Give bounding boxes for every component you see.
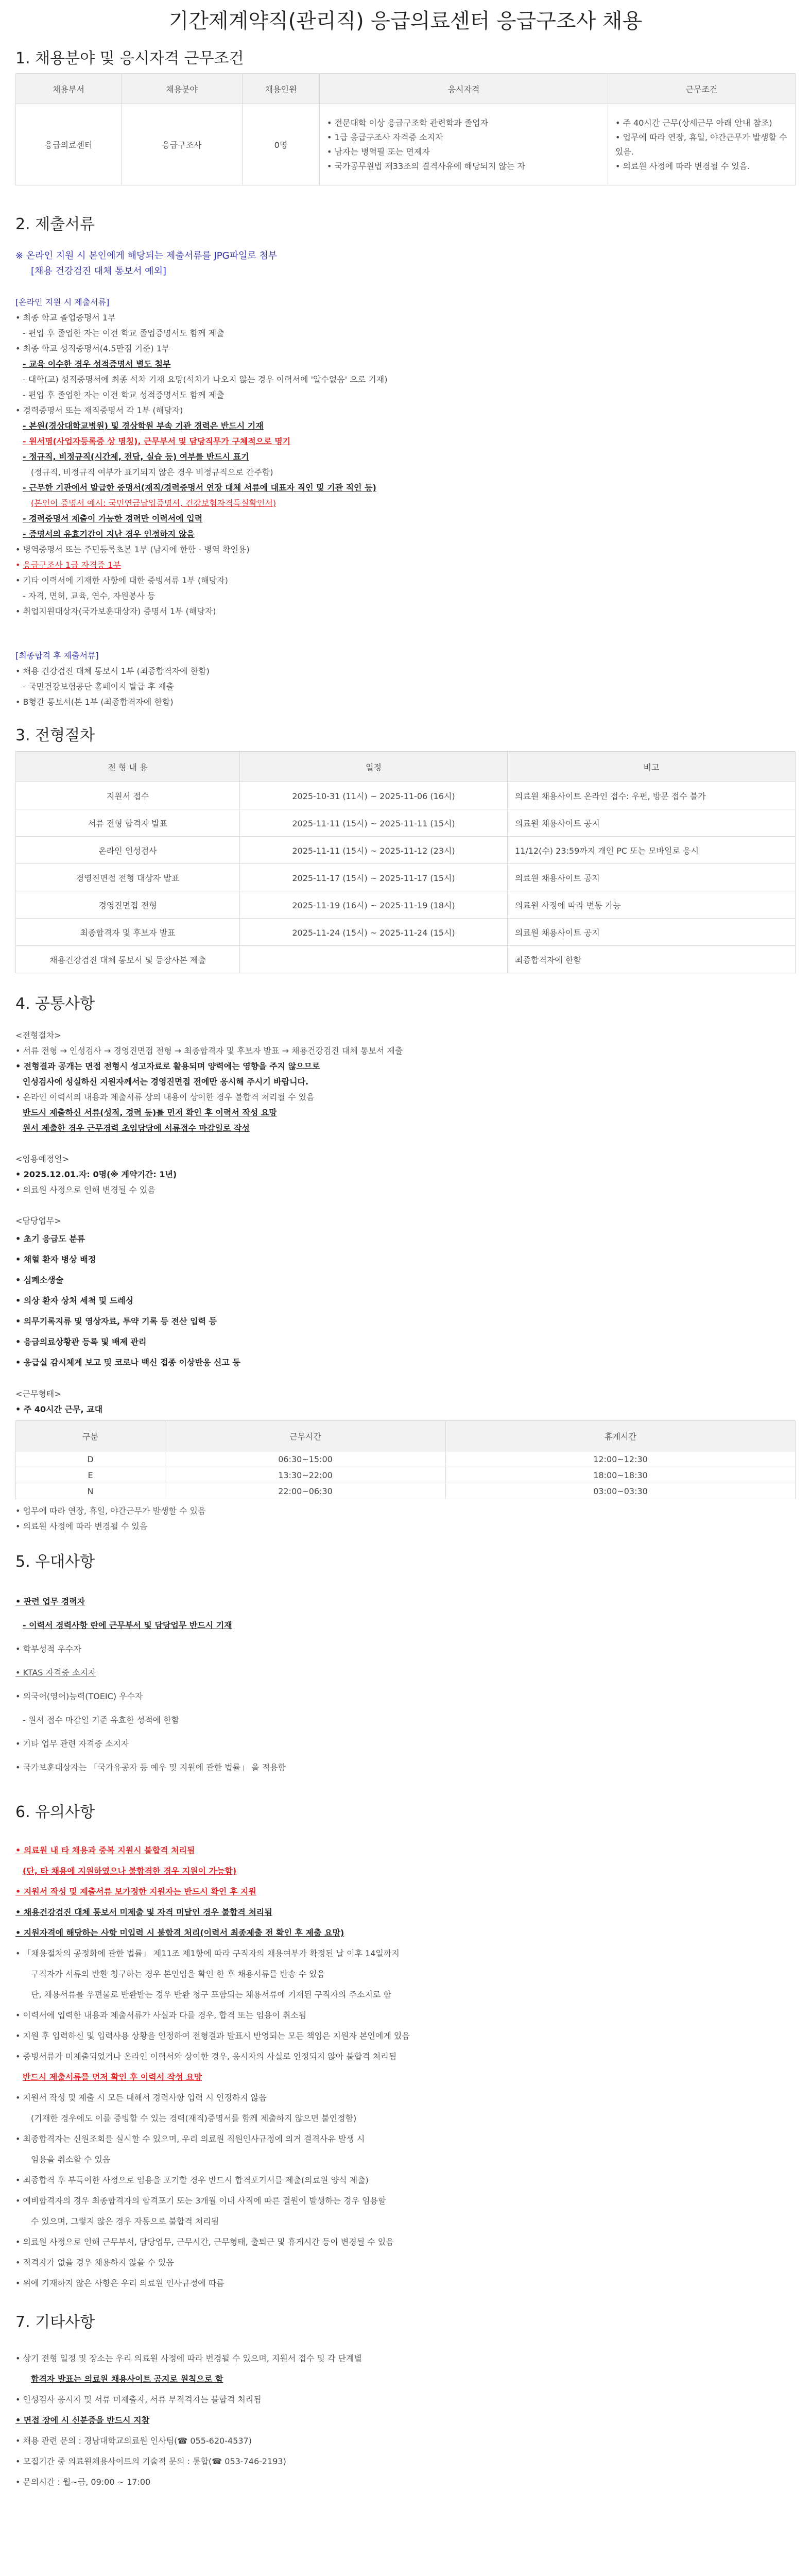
list-item: (기재한 경우에도 이를 증빙할 수 있는 경력(재직)증명서를 함께 제출하지 않으면 불인정함) xyxy=(31,2113,357,2123)
list-item: • 의료원 사정으로 인해 변경될 수 있음 xyxy=(15,1185,156,1195)
step-cell: 온라인 인성검사 xyxy=(16,837,240,864)
list-item: 반드시 제출하신 서류(성적, 경력 등)를 먼저 확인 후 이력서 작성 요망 xyxy=(23,1108,277,1117)
list-item: - 이력서 경력사항 란에 근무부서 및 담당업무 반드시 기재 xyxy=(23,1620,232,1630)
subheading: <근무형태> xyxy=(15,1389,61,1399)
list-item: • 학부성적 우수자 xyxy=(15,1644,81,1654)
section-recruit-field xyxy=(15,48,796,185)
date-cell: 2025-11-17 (15시) ~ 2025-11-17 (15시) xyxy=(240,864,508,891)
field-cell: 응급구조사 xyxy=(122,104,243,185)
list-item: • 최종 학교 졸업증명서 1부 xyxy=(15,313,116,323)
list-item: • 최종합격자는 신원조회를 실시할 수 있으며, 우리 의료원 직원인사규정에 의거 결격사유 발생 시 xyxy=(15,2134,365,2144)
list-item: • 적격자가 없을 경우 채용하지 않을 수 있음 xyxy=(15,2258,174,2267)
shift-time-cell: 22:00~06:30 xyxy=(165,1483,446,1499)
section-title: 2. 제출서류 xyxy=(15,215,95,233)
step-cell: 경영진면접 전형 대상자 발표 xyxy=(16,864,240,891)
list-item: (정규직, 비정규직 여부가 표기되지 않은 경우 비정규직으로 간주함) xyxy=(31,467,273,477)
list-item: • 응급의료상황관 등록 및 배제 관리 xyxy=(15,1337,147,1347)
list-item: • KTAS 자격증 소지자 xyxy=(15,1668,96,1677)
section-title: 5. 우대사항 xyxy=(15,1553,95,1571)
list-item: • 의무기록지류 및 영상자료, 투약 기록 등 전산 입력 등 xyxy=(15,1316,217,1326)
table-header-row xyxy=(16,74,796,104)
column-header: 채용인원 xyxy=(243,74,320,104)
list-item: • 채혈 환자 병상 배정 xyxy=(15,1255,96,1264)
note-cell: 의료원 채용사이트 공지 xyxy=(508,864,796,891)
column-header: 응시자격 xyxy=(320,74,608,104)
list-item: - 원서명(사업자등록증 상 명칭), 근무부서 및 담당직무가 구체적으로 명기 xyxy=(23,436,291,446)
step-cell: 서류 전형 합격자 발표 xyxy=(16,809,240,837)
list-item: • 주 40시간 근무(상세근무 아래 안내 참조) xyxy=(615,116,795,130)
table-row xyxy=(16,946,796,973)
list-item: • 지원 후 입력하신 및 입력사용 상황을 인정하여 전형결과 발표시 반영되는 모든 책임은 지원자 본인에게 있음 xyxy=(15,2031,410,2041)
list-item: • 전형결과 공개는 면접 전형시 성고자료로 활용되며 양력에는 영향을 주지 않으므로 xyxy=(15,1061,320,1071)
list-item: • 업무에 따라 연장, 휴일, 야간근무가 발생할 수 있음 xyxy=(15,1506,206,1516)
list-item: (단, 타 채용에 지원하였으나 불합격한 경우 지원이 가능함) xyxy=(23,1866,237,1876)
list-item: • 이력서에 입력한 내용과 제출서류가 사실과 다를 경우, 합격 또는 임용이 취소됨 xyxy=(15,2010,307,2020)
table-row xyxy=(16,809,796,837)
list-item: • 증빙서류가 미제출되었거나 온라인 이력서와 상이한 경우, 응시자의 사실로 인정되지 않아 불합격 처리됨 xyxy=(15,2052,397,2061)
list-item: - 정규직, 비정규직(시간제, 전담, 실습 등) 여부를 반드시 표기 xyxy=(23,452,249,462)
list-item: 임용을 취소할 수 있음 xyxy=(31,2155,111,2164)
section-title: 4. 공통사항 xyxy=(15,995,95,1013)
shift-rest-cell: 12:00~12:30 xyxy=(446,1451,796,1467)
list-item: • 경력증명서 또는 재직증명서 각 1부 (해당자) xyxy=(15,405,183,415)
table-header-row xyxy=(16,1421,796,1451)
list-item: • 업무에 따라 연장, 휴일, 야간근무가 발생할 수 있음. xyxy=(615,130,795,159)
note-cell: 최종합격자에 한함 xyxy=(508,946,796,973)
list-item: - 편입 후 졸업한 자는 이전 학교 성적증명서도 함께 제출 xyxy=(23,390,225,400)
date-cell: 2025-11-19 (16시) ~ 2025-11-19 (18시) xyxy=(240,891,508,919)
list-item: • 응급구조사 1급 자격증 1부 xyxy=(15,560,121,570)
list-item: - 근무한 기관에서 발급한 증명서(재직/경력증명서 연장 대체 서류에 대표자 직인 및 기관 직인 등) xyxy=(23,483,376,493)
column-header: 전 형 내 용 xyxy=(16,752,240,782)
section-etc xyxy=(15,2312,796,2493)
list-item: 원서 제출한 경우 근무경력 초임담당에 서류접수 마감일로 작성 xyxy=(23,1123,250,1133)
list-item: • 예비합격자의 경우 최종합격자의 합격포기 또는 3개월 이내 사직에 따른 결원이 발생하는 경우 임용할 xyxy=(15,2196,386,2206)
subheading: <임용예정일> xyxy=(15,1154,70,1164)
list-item: • 「채용절차의 공정화에 관한 법률」 제11조 제1항에 따라 구직자의 채용여부가 확정된 날 이후 14일까지 xyxy=(15,1948,400,1958)
note-cell: 11/12(수) 23:59까지 개인 PC 또는 모바일로 응시 xyxy=(508,837,796,864)
contact-line: • 문의시간 : 월~금, 09:00 ~ 17:00 xyxy=(15,2477,151,2487)
list-item: • 상기 전형 일정 및 장소는 우리 의료원 사정에 따라 변경될 수 있으며, 지원서 접수 및 각 단계별 xyxy=(15,2353,362,2363)
shift-kind-cell: N xyxy=(16,1483,165,1499)
list-item: • 의료원 사정에 따라 변경될 수 있음. xyxy=(615,159,795,174)
list-item: • 전문대학 이상 응급구조학 관련학과 졸업자 xyxy=(327,116,607,130)
list-item: 인성검사에 성실하신 지원자께서는 경영진면접 전에만 응시해 주시기 바랍니다. xyxy=(23,1077,309,1087)
list-item: • 면접 장에 시 신분증을 반드시 지참 xyxy=(15,2415,150,2425)
subheading: <담당업무> xyxy=(15,1216,61,1226)
list-item: 수 있으며, 그렇지 않은 경우 자동으로 불합격 처리됨 xyxy=(31,2216,219,2226)
subheading: [온라인 지원 시 제출서류] xyxy=(15,297,110,307)
section-process xyxy=(15,725,796,973)
page-title: 기간제계약직(관리직) 응급의료센터 응급구조사 채용 xyxy=(168,9,643,33)
list-item: • 지원자격에 해당하는 사항 미입력 시 불합격 처리(이력서 최종제출 전 확인 후 제출 요망) xyxy=(15,1928,344,1938)
section-preference xyxy=(15,1552,796,1780)
table-row xyxy=(16,837,796,864)
step-cell: 지원서 접수 xyxy=(16,782,240,809)
shift-rest-cell: 18:00~18:30 xyxy=(446,1467,796,1483)
list-item: - 대학(교) 성적증명서에 최종 석차 기재 요망(석차가 나오지 않는 경우 이력서에 '알수없음' 으로 기재) xyxy=(23,375,388,384)
note-cell: 의료원 채용사이트 공지 xyxy=(508,809,796,837)
subheading: [최종합격 후 제출서류] xyxy=(15,651,99,660)
count-cell: 0명 xyxy=(243,104,320,185)
shift-kind-cell: E xyxy=(16,1467,165,1483)
online-doc-list xyxy=(15,310,796,619)
list-item: 단, 채용서류를 우편물로 반환받는 경우 반환 청구 포함되는 채용서류에 기재된 구직자의 주소지로 함 xyxy=(31,1990,391,1999)
section-title: 3. 전형절차 xyxy=(15,726,95,744)
table-row xyxy=(16,1467,796,1483)
list-item: • 관련 업무 경력자 xyxy=(15,1597,85,1606)
table-row xyxy=(16,1451,796,1467)
list-item: • 심폐소생술 xyxy=(15,1275,64,1285)
list-item: 반드시 제출서류를 먼저 확인 후 이력서 작성 요망 xyxy=(23,2072,202,2082)
list-item: • 의료원 사정에 따라 변경될 수 있음 xyxy=(15,1521,148,1531)
step-cell: 경영진면접 전형 xyxy=(16,891,240,919)
note-cell: 의료원 채용사이트 공지 xyxy=(508,919,796,946)
list-item: • 채용건강검진 대체 통보서 미제출 및 자격 미달인 경우 불합격 처리됨 xyxy=(15,1907,272,1917)
notice-line: ※ 온라인 지원 시 본인에게 해당되는 제출서류를 JPG파일로 첨부 xyxy=(15,250,278,261)
final-doc-list xyxy=(15,664,796,710)
list-item: • 의료원 내 타 채용과 중복 지원시 불합격 처리됨 xyxy=(15,1845,195,1855)
table-row xyxy=(16,782,796,809)
date-cell xyxy=(240,946,508,973)
shift-time-cell: 06:30~15:00 xyxy=(165,1451,446,1467)
list-item: • 지원서 작성 및 제출 시 모든 대해서 경력사항 입력 시 인정하지 않음 xyxy=(15,2093,267,2103)
date-cell: 2025-11-11 (15시) ~ 2025-11-12 (23시) xyxy=(240,837,508,864)
date-cell: 2025-10-31 (11시) ~ 2025-11-06 (16시) xyxy=(240,782,508,809)
list-item: • 의상 환자 상처 세척 및 드레싱 xyxy=(15,1296,134,1306)
list-item: • 초기 응급도 분류 xyxy=(15,1234,85,1244)
list-item: • 채용 건강검진 대체 통보서 1부 (최종합격자에 한함) xyxy=(15,666,210,676)
list-item: • 외국어(영어)능력(TOEIC) 우수자 xyxy=(15,1691,143,1701)
list-item: 합격자 발표는 의료원 채용사이트 공지로 원칙으로 함 xyxy=(31,2374,223,2384)
list-item: 구직자가 서류의 반환 청구하는 경우 본인임을 확인 한 후 채용서류를 반송 수 있음 xyxy=(31,1969,325,1979)
list-item: - 증명서의 유효기간이 지난 경우 인정하지 않음 xyxy=(23,529,195,539)
list-item: • 국가보훈대상자는 「국가유공자 등 예우 및 지원에 관한 법률」 을 적용함 xyxy=(15,1762,286,1772)
list-item: - 자격, 면허, 교육, 연수, 자원봉사 등 xyxy=(23,591,156,601)
list-item: - 국민건강보험공단 홈페이지 발급 후 제출 xyxy=(23,682,174,691)
list-item: • 1급 응급구조사 자격증 소지자 xyxy=(327,130,607,145)
shift-time-cell: 13:30~22:00 xyxy=(165,1467,446,1483)
section-documents xyxy=(15,214,796,710)
list-item: • 의료원 사정으로 인해 근무부서, 담당업무, 근무시간, 근무형태, 출퇴근 및 휴게시간 등이 변경될 수 있음 xyxy=(15,2237,394,2247)
list-item: • 온라인 이력서의 내용과 제출서류 상의 내용이 상이한 경우 불합격 처리될 수 있음 xyxy=(15,1092,315,1102)
list-item: (본인이 증명서 예시: 국민연금납입증명서, 건강보험자격득실확인서) xyxy=(31,498,277,508)
list-item: - 원서 접수 마감일 기준 유효한 성적에 한함 xyxy=(23,1715,180,1725)
dept-cell: 응급의료센터 xyxy=(16,104,122,185)
section-title: 7. 기타사항 xyxy=(15,2313,95,2331)
list-item: • 병역증명서 또는 주민등록초본 1부 (남자에 한함 - 병역 확인용) xyxy=(15,545,250,554)
date-cell: 2025-11-11 (15시) ~ 2025-11-11 (15시) xyxy=(240,809,508,837)
contact-line: • 채용 관련 문의 : 경남대학교의료원 인사팀(☎ 055-620-4537) xyxy=(15,2436,252,2446)
table-header-row xyxy=(16,752,796,782)
table-row xyxy=(16,1483,796,1499)
list-item: - 교육 이수한 경우 성적증명서 별도 첨부 xyxy=(23,359,171,369)
list-item: - 본원(경상대학교병원) 및 경상학원 부속 기관 경력은 반드시 기재 xyxy=(23,421,264,431)
shift-kind-cell: D xyxy=(16,1451,165,1467)
date-cell: 2025-11-24 (15시) ~ 2025-11-24 (15시) xyxy=(240,919,508,946)
list-item: • 지원서 작성 및 제출서류 보가정한 지원자는 반드시 확인 후 지원 xyxy=(15,1887,256,1896)
column-header: 휴게시간 xyxy=(446,1421,796,1451)
section-title: 6. 유의사항 xyxy=(15,1803,95,1821)
column-header: 일정 xyxy=(240,752,508,782)
column-header: 비고 xyxy=(508,752,796,782)
list-item: • 주 40시간 근무, 교대 xyxy=(15,1404,103,1414)
list-item: • 기타 이력서에 기재한 사항에 대한 증빙서류 1부 (해당자) xyxy=(15,575,228,585)
contact-line: • 모집기간 중 의료원채용사이트의 기술적 문의 : 통합(☎ 053-746-2193) xyxy=(15,2456,286,2466)
list-item: • B형간 통보서(본 1부 (최종합격자에 한함) xyxy=(15,697,174,707)
list-item: • 취업지원대상자(국가보훈대상자) 증명서 1부 (해당자) xyxy=(15,606,216,616)
shift-rest-cell: 03:00~03:30 xyxy=(446,1483,796,1499)
list-item: • 위에 기재하지 않은 사항은 우리 의료원 인사규정에 따름 xyxy=(15,2278,225,2288)
note-cell: 의료원 채용사이트 온라인 접수: 우편, 방문 접수 불가 xyxy=(508,782,796,809)
list-item: - 편입 후 졸업한 자는 이전 학교 졸업증명서도 함께 제출 xyxy=(23,328,225,338)
duty-list xyxy=(15,1229,796,1373)
note-cell: 의료원 사정에 따라 변동 가능 xyxy=(508,891,796,919)
conditions-cell xyxy=(608,104,796,185)
column-header: 근무조건 xyxy=(608,74,796,104)
table-row xyxy=(16,919,796,946)
subheading: <전형절차> xyxy=(15,1030,61,1040)
section-cautions xyxy=(15,1802,796,2294)
list-item: • 남자는 병역필 또는 면제자 xyxy=(327,145,607,159)
list-item: • 인성검사 응시자 및 서류 미제출자, 서류 부적격자는 불합격 처리됨 xyxy=(15,2395,262,2404)
shift-table xyxy=(15,1420,796,1499)
column-header: 구분 xyxy=(16,1421,165,1451)
list-item: • 최종합격 후 부득이한 사정으로 임용을 포기할 경우 반드시 합격포기서를 제출(의료원 양식 제출) xyxy=(15,2175,369,2185)
column-header: 채용부서 xyxy=(16,74,122,104)
process-table xyxy=(15,751,796,973)
section-common xyxy=(15,994,796,1534)
table-row xyxy=(16,864,796,891)
step-cell: 채용건강검진 대체 통보서 및 등장사본 제출 xyxy=(16,946,240,973)
qualifications-cell xyxy=(320,104,608,185)
column-header: 근무시간 xyxy=(165,1421,446,1451)
list-item: • 기타 업무 관련 자격증 소지자 xyxy=(15,1739,129,1749)
table-row xyxy=(16,104,796,185)
list-item: • 국가공무원법 제33조의 결격사유에 해당되지 않는 자 xyxy=(327,159,607,174)
list-item: - 경력증명서 제출이 가능한 경력만 이력서에 입력 xyxy=(23,514,203,523)
table-row xyxy=(16,891,796,919)
notice-line: [채용 건강검진 대체 통보서 예외] xyxy=(31,266,166,277)
list-item: • 2025.12.01.자: 0명(※ 계약기간: 1년) xyxy=(15,1170,177,1179)
list-item: • 최종 학교 성적증명서(4.5만점 기준) 1부 xyxy=(15,344,170,353)
step-cell: 최종합격자 및 후보자 발표 xyxy=(16,919,240,946)
list-item: • 서류 전형 → 인성검사 → 경영진면접 전형 → 최종합격자 및 후보자 발표 → 채용건강검진 대체 통보서 제출 xyxy=(15,1046,403,1056)
column-header: 채용분야 xyxy=(122,74,243,104)
section-title: 1. 채용분야 및 응시자격 근무조건 xyxy=(15,49,244,67)
list-item: • 응급실 감시체계 보고 및 코로나 백신 접종 이상반응 신고 등 xyxy=(15,1358,240,1367)
recruit-table xyxy=(15,73,796,185)
